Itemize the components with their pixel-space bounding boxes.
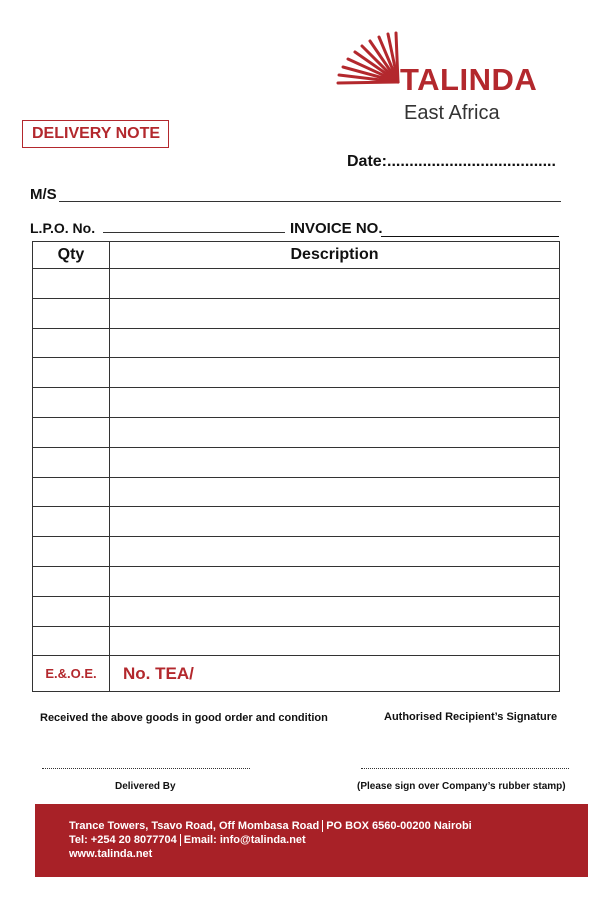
- invoice-field-line: [381, 236, 559, 237]
- table-row: [33, 477, 560, 507]
- company-logo: [336, 30, 566, 130]
- description-cell[interactable]: [110, 328, 560, 358]
- items-table-body: [33, 269, 560, 656]
- qty-cell[interactable]: [33, 269, 110, 299]
- footer-website: www.talinda.net: [69, 848, 153, 860]
- date-label: Date:: [347, 153, 388, 170]
- qty-cell[interactable]: [33, 596, 110, 626]
- delivered-by-signature-line: [42, 768, 250, 769]
- qty-cell[interactable]: [33, 388, 110, 418]
- lpo-field-line: [103, 232, 285, 233]
- table-row: [33, 298, 560, 328]
- lpo-label: L.P.O. No.: [30, 220, 96, 236]
- table-row: [33, 507, 560, 537]
- document-number-label: No. TEA/: [110, 656, 560, 692]
- footer-line-1: [69, 819, 588, 833]
- eoe-label: E.&.O.E.: [33, 656, 110, 692]
- description-cell[interactable]: [110, 537, 560, 567]
- footer-phone: Tel: +254 20 8077704: [69, 834, 177, 846]
- items-table: [32, 241, 560, 692]
- qty-cell[interactable]: [33, 566, 110, 596]
- qty-cell[interactable]: [33, 626, 110, 656]
- qty-cell[interactable]: [33, 328, 110, 358]
- description-cell[interactable]: [110, 417, 560, 447]
- table-row: [33, 447, 560, 477]
- sunburst-logo-icon: [336, 30, 406, 100]
- authorised-signature-label: Authorised Recipient’s Signature: [384, 711, 558, 723]
- description-cell[interactable]: [110, 358, 560, 388]
- brand-subtitle: East Africa: [404, 102, 500, 124]
- qty-cell[interactable]: [33, 507, 110, 537]
- description-cell[interactable]: [110, 447, 560, 477]
- footer-po-box: PO BOX 6560-00200 Nairobi: [326, 820, 472, 832]
- table-row: [33, 537, 560, 567]
- description-cell[interactable]: [110, 507, 560, 537]
- description-cell[interactable]: [110, 269, 560, 299]
- table-row: [33, 388, 560, 418]
- footer-bar: [35, 804, 588, 877]
- description-cell[interactable]: [110, 388, 560, 418]
- table-row: [33, 596, 560, 626]
- table-row: [33, 417, 560, 447]
- table-header-row: [33, 242, 560, 269]
- footer-line-2: [69, 833, 588, 847]
- footer-separator: [180, 834, 181, 846]
- ms-label: M/S: [30, 186, 57, 203]
- date-value: ......................................: [387, 153, 556, 170]
- description-cell[interactable]: [110, 566, 560, 596]
- description-header: Description: [110, 242, 560, 269]
- received-statement: Received the above goods in good order and condition: [40, 712, 328, 724]
- qty-cell[interactable]: [33, 447, 110, 477]
- description-cell[interactable]: [110, 596, 560, 626]
- date-field: [347, 153, 556, 171]
- table-footer-row: [33, 656, 560, 692]
- qty-header: Qty: [33, 242, 110, 269]
- qty-cell[interactable]: [33, 477, 110, 507]
- table-row: [33, 626, 560, 656]
- table-row: [33, 269, 560, 299]
- table-row: [33, 358, 560, 388]
- delivered-by-label: Delivered By: [115, 781, 176, 792]
- footer-email: Email: info@talinda.net: [183, 834, 306, 846]
- qty-cell[interactable]: [33, 298, 110, 328]
- qty-cell[interactable]: [33, 537, 110, 567]
- description-cell[interactable]: [110, 626, 560, 656]
- description-cell[interactable]: [110, 298, 560, 328]
- footer-address: Trance Towers, Tsavo Road, Off Mombasa Road: [69, 820, 320, 832]
- ms-field-line: [59, 201, 561, 202]
- qty-cell[interactable]: [33, 417, 110, 447]
- brand-name: TALINDA: [400, 62, 538, 97]
- description-cell[interactable]: [110, 477, 560, 507]
- qty-cell[interactable]: [33, 358, 110, 388]
- table-row: [33, 566, 560, 596]
- invoice-label: INVOICE NO.: [290, 220, 383, 237]
- footer-separator: [322, 820, 323, 832]
- stamp-note: (Please sign over Company’s rubber stamp): [357, 781, 566, 792]
- recipient-signature-line: [361, 768, 569, 769]
- table-row: [33, 328, 560, 358]
- document-title: DELIVERY NOTE: [22, 120, 169, 148]
